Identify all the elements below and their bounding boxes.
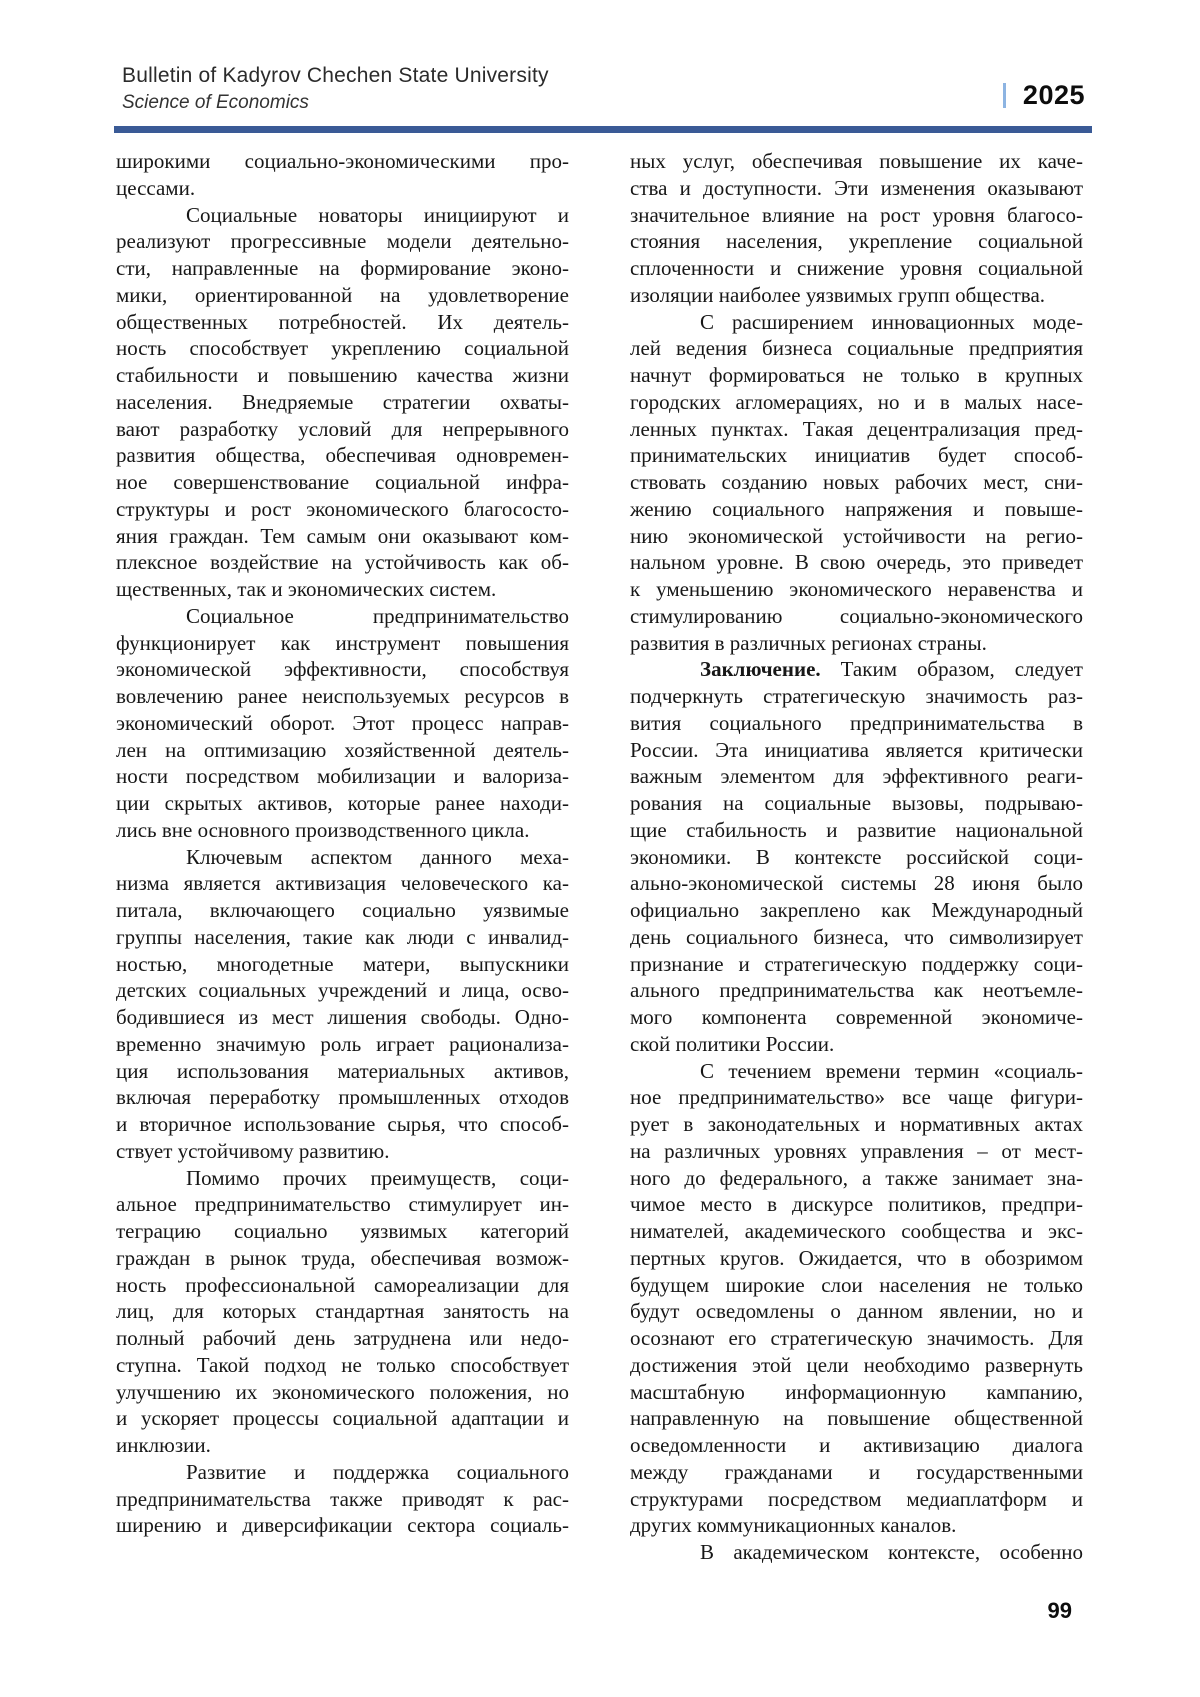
text-line: направленную на повышение общественной — [630, 1406, 1083, 1431]
text-line: структуры и рост экономического благососто- — [116, 496, 569, 521]
text-line: и вторичное использование сырья, что способ- — [116, 1112, 569, 1136]
text-line: масштабную информационную кампанию, — [630, 1379, 1083, 1404]
text-line: лен на оптимизацию хозяйственной деятель- — [116, 737, 569, 762]
paragraph — [630, 656, 1083, 1057]
text-line: широкими социально-экономическими про- — [116, 149, 569, 173]
text-line: мики, ориентированной на удовлетворение — [116, 282, 569, 307]
text-line: сплоченности и снижение уровня социальной — [630, 256, 1083, 280]
paragraph — [630, 1539, 1083, 1566]
text-line: ально-экономической системы 28 июня было — [630, 871, 1083, 896]
paragraph — [116, 148, 569, 202]
text-line: стимулированию социально-экономического — [630, 603, 1083, 628]
text-line: Помимо прочих преимуществ, соци- — [186, 1165, 569, 1190]
year-divider-bar — [1003, 83, 1006, 108]
text-line: осознают его стратегическую значимость. Для — [630, 1326, 1083, 1350]
text-line: признание и стратегическую поддержку соци- — [630, 951, 1083, 976]
text-line: структурами посредством медиаплатформ и — [630, 1486, 1083, 1511]
text-line: Ключевым аспектом данного меха- — [186, 844, 569, 869]
year-block — [1003, 80, 1085, 111]
text-line: вовлечению ранее неиспользуемых ресурсов в — [116, 684, 569, 708]
text-line: и ускоряет процессы социальной адаптации и — [116, 1406, 569, 1431]
text-line: осведомленности и активизацию диалога — [630, 1433, 1083, 1457]
text-column-right — [630, 148, 1083, 1566]
text-line: улучшению их экономического положения, но — [116, 1379, 569, 1404]
text-line: развития общества, обеспечивая одновремен- — [116, 443, 569, 468]
paragraph — [116, 603, 569, 844]
text-line: цессами. — [116, 175, 196, 200]
text-line: функционирует как инструмент повышения — [116, 630, 569, 655]
text-line: будущем широкие слои населения не только — [630, 1272, 1083, 1297]
text-line: экономической эффективности, способствуя — [116, 657, 569, 682]
text-line: Заключение. Таким образом, следует — [700, 657, 1083, 682]
text-line: полный рабочий день затруднена или недо- — [116, 1326, 569, 1350]
text-line: ности посредством мобилизации и валориза- — [116, 764, 569, 789]
text-line: питала, включающего социально уязвимые — [116, 898, 569, 922]
text-line: пертных кругов. Ожидается, что в обозримом — [630, 1245, 1083, 1270]
text-line: достижения этой цели необходимо развернуть — [630, 1352, 1083, 1377]
journal-title: Bulletin of Kadyrov Chechen State University — [122, 64, 549, 87]
text-line: реализуют прогрессивные модели деятельно- — [116, 229, 569, 254]
text-line: низма является активизация человеческого ка- — [116, 871, 569, 896]
text-line: С течением времени термин «социаль- — [700, 1058, 1083, 1083]
text-line: детских социальных учреждений и лица, осво- — [116, 978, 569, 1003]
header-rule — [114, 126, 1092, 133]
paragraph — [630, 309, 1083, 657]
text-line: жению социального напряжения и повыше- — [630, 496, 1083, 521]
text-line: группы населения, такие как люди с инвалид- — [116, 924, 569, 949]
text-line: ствовать созданию новых рабочих мест, сни- — [630, 470, 1083, 494]
text-line: значительное влияние на рост уровня благосо- — [630, 202, 1083, 227]
text-line: сти, направленные на формирование эконо- — [116, 256, 569, 280]
text-line: плексное воздействие на устойчивость как об- — [116, 550, 569, 575]
page-number: 99 — [1047, 1598, 1072, 1623]
text-line: ширению и диверсификации сектора социаль- — [116, 1513, 569, 1538]
paragraph — [630, 1058, 1083, 1540]
text-line: ного до федерального, а также занимает зна- — [630, 1165, 1083, 1190]
text-line: ской политики России. — [630, 1031, 835, 1056]
text-line: рования на социальные вызовы, подрываю- — [630, 791, 1083, 815]
text-line: ступна. Такой подход не только способствует — [116, 1352, 569, 1377]
text-line: Социальные новаторы инициируют и — [186, 202, 569, 227]
text-line: день социального бизнеса, что символизирует — [630, 924, 1083, 949]
text-line: инклюзии. — [116, 1433, 211, 1457]
paragraph — [116, 844, 569, 1165]
text-line: лиц, для которых стандартная занятость на — [116, 1299, 569, 1324]
text-line: С расширением инновационных моде- — [700, 309, 1083, 334]
text-line: ностью, многодетные матери, выпускники — [116, 951, 569, 976]
text-line: общественных потребностей. Их деятель- — [116, 309, 569, 334]
text-line: ленных пунктах. Такая децентрализация пред- — [630, 416, 1083, 441]
text-line: ального предпринимательства как неотъемле- — [630, 978, 1083, 1003]
text-line: теграцию социально уязвимых категорий — [116, 1219, 569, 1243]
text-line: важным элементом для эффективного реаги- — [630, 764, 1083, 789]
text-line: к уменьшению экономического неравенства и — [630, 577, 1083, 601]
text-column-left — [116, 148, 569, 1539]
paragraph — [630, 148, 1083, 309]
text-line: подчеркнуть стратегическую значимость раз- — [630, 684, 1083, 708]
text-line: Развитие и поддержка социального — [186, 1459, 569, 1484]
text-line: стабильности и повышению качества жизни — [116, 363, 569, 387]
journal-subtitle: Science of Economics — [122, 92, 309, 113]
paragraph — [116, 1165, 569, 1459]
text-line: принимательских инициатив будет способ- — [630, 443, 1083, 468]
text-line: ствует устойчивому развитию. — [116, 1138, 390, 1163]
text-line: включая переработку промышленных отходов — [116, 1085, 569, 1110]
publication-year: 2025 — [1022, 80, 1085, 110]
text-line: ное совершенствование социальной инфра- — [116, 470, 569, 494]
paragraph — [116, 1459, 569, 1539]
text-line: экономики. В контексте российской соци- — [630, 844, 1083, 869]
text-line: чимое место в дискурсе политиков, предпри- — [630, 1192, 1083, 1217]
text-line: В академическом контексте, особенно — [700, 1540, 1083, 1564]
text-line: яния граждан. Тем самым они оказывают ком- — [116, 523, 569, 548]
text-line: Социальное предпринимательство — [186, 603, 569, 628]
text-line: ства и доступности. Эти изменения оказывают — [630, 175, 1083, 200]
text-line: нимателей, академического сообщества и экс- — [630, 1219, 1083, 1243]
text-line: населения. Внедряемые стратегии охваты- — [116, 389, 569, 414]
text-line: вития социального предпринимательства в — [630, 710, 1083, 735]
text-line: на различных уровнях управления – от мест- — [630, 1138, 1083, 1163]
text-line: ность профессиональной самореализации для — [116, 1272, 569, 1297]
text-line: развития в различных регионах страны. — [630, 630, 987, 655]
text-line: изоляции наиболее уязвимых групп общества. — [630, 282, 1046, 307]
text-line: временно значимую роль играет рационализа- — [116, 1031, 569, 1056]
paragraph — [116, 202, 569, 603]
text-line: нальном уровне. В свою очередь, это приведет — [630, 550, 1083, 575]
text-line: ция использования материальных активов, — [116, 1058, 569, 1083]
text-line: щественных, так и экономических систем. — [116, 577, 497, 601]
text-line: городских агломерациях, но и в малых насе- — [630, 389, 1083, 414]
text-line: щие стабильность и развитие национальной — [630, 817, 1083, 842]
text-line: ность способствует укреплению социальной — [116, 336, 569, 361]
text-line: рует в законодательных и нормативных актах — [630, 1112, 1083, 1136]
text-line: ных услуг, обеспечивая повышение их каче- — [630, 149, 1083, 173]
text-line: лей ведения бизнеса социальные предприятия — [630, 336, 1083, 361]
text-line: ное предпринимательство» все чаще фигури- — [630, 1085, 1083, 1110]
text-line: граждан в рынок труда, обеспечивая возмож- — [116, 1245, 569, 1270]
text-line: между гражданами и государственными — [630, 1459, 1083, 1484]
text-line: стояния населения, укрепление социальной — [630, 229, 1083, 254]
text-line: альное предпринимательство стимулирует ин- — [116, 1192, 569, 1217]
text-line: начнут формироваться не только в крупных — [630, 363, 1083, 387]
text-line: предпринимательства также приводят к рас- — [116, 1486, 569, 1511]
text-line: будут осведомлены о данном явлении, но и — [630, 1299, 1083, 1324]
text-line: лись вне основного производственного цикла. — [116, 817, 530, 842]
text-line: официально закреплено как Международный — [630, 898, 1083, 922]
journal-identity — [122, 63, 549, 115]
text-line: вают разработку условий для непрерывного — [116, 416, 569, 441]
text-line: ции скрытых активов, которые ранее находи- — [116, 791, 569, 815]
text-line: бодившиеся из мест лишения свободы. Одно- — [116, 1005, 569, 1029]
text-line: других коммуникационных каналов. — [630, 1513, 957, 1538]
text-line: нию экономической устойчивости на регио- — [630, 523, 1083, 548]
text-line: экономический оборот. Этот процесс направ- — [116, 710, 569, 735]
text-line: России. Эта инициатива является критически — [630, 737, 1083, 762]
text-line: мого компонента современной экономиче- — [630, 1005, 1083, 1029]
